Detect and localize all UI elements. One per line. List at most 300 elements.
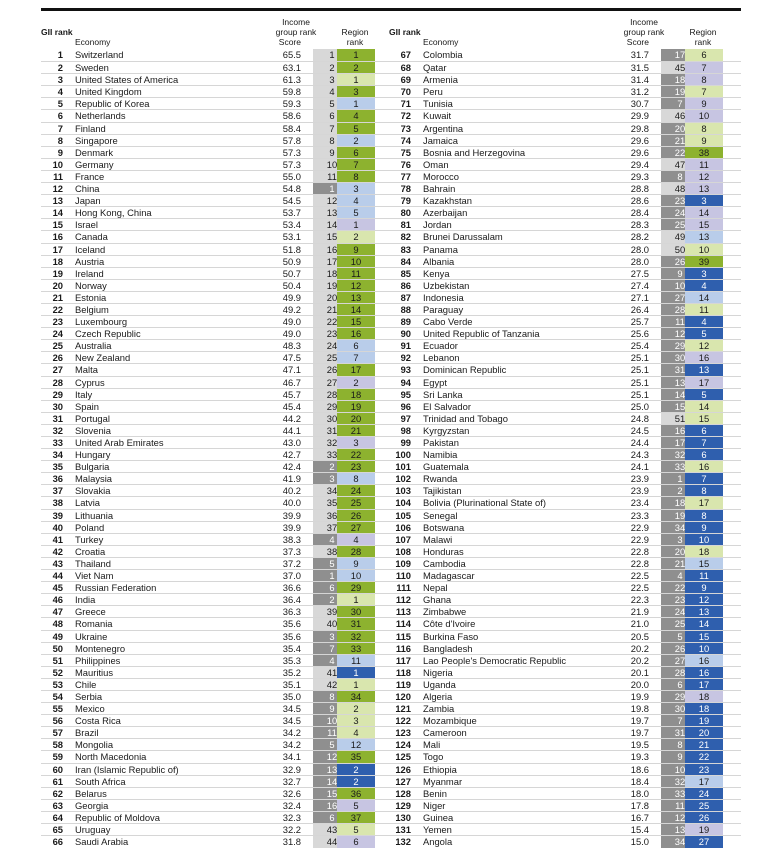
- cell-income-group-rank: 32: [313, 437, 351, 449]
- cell-economy: Spain: [75, 400, 99, 412]
- cell-score: 40.0: [282, 497, 301, 509]
- table-row: [41, 569, 393, 581]
- cell-income-group-rank: 48: [661, 183, 699, 195]
- table-row: [41, 412, 393, 424]
- table-row: [389, 533, 741, 545]
- cell-gii-rank: 91: [400, 340, 411, 352]
- cell-income-group-rank: 20: [313, 292, 351, 304]
- cell-score: 32.4: [282, 799, 301, 811]
- cell-income-group-rank: 15: [313, 231, 351, 243]
- table-row: [41, 436, 393, 448]
- table-row: [41, 327, 393, 339]
- cell-economy: Cambodia: [423, 557, 466, 569]
- cell-economy: Netherlands: [75, 110, 126, 122]
- table-row: [41, 581, 393, 593]
- cell-region-rank: 6: [337, 836, 375, 848]
- cell-economy: Jordan: [423, 219, 452, 231]
- cell-score: 29.9: [630, 110, 649, 122]
- cell-economy: Kuwait: [423, 110, 452, 122]
- cell-income-group-rank: 17: [661, 49, 699, 61]
- table-row: [389, 49, 741, 61]
- table-row: [41, 339, 393, 351]
- cell-gii-rank: 120: [395, 690, 411, 702]
- cell-income-group-rank: 29: [661, 340, 699, 352]
- cell-gii-rank: 31: [52, 412, 63, 424]
- cell-gii-rank: 112: [395, 594, 411, 606]
- table-row: [41, 533, 393, 545]
- cell-gii-rank: 48: [52, 618, 63, 630]
- cell-gii-rank: 22: [52, 303, 63, 315]
- cell-income-group-rank: 46: [661, 110, 699, 122]
- cell-economy: Kyrgyzstan: [423, 424, 470, 436]
- table-row: [389, 605, 741, 617]
- cell-income-group-rank: 5: [661, 631, 699, 643]
- table-header: [389, 11, 741, 49]
- cell-score: 22.9: [630, 521, 649, 533]
- cell-gii-rank: 27: [52, 364, 63, 376]
- cell-income-group-rank: 3: [313, 631, 351, 643]
- cell-income-group-rank: 7: [661, 98, 699, 110]
- cell-region-rank: 16: [685, 461, 723, 473]
- cell-region-rank: 8: [685, 123, 723, 135]
- table-row: [41, 472, 393, 484]
- cell-score: 65.5: [282, 49, 301, 60]
- cell-economy: France: [75, 170, 105, 182]
- table-row: [389, 97, 741, 109]
- cell-region-rank: 5: [685, 328, 723, 340]
- table-row: [389, 146, 741, 158]
- cell-income-group-rank: 20: [661, 546, 699, 558]
- table-row: [41, 654, 393, 666]
- cell-gii-rank: 40: [52, 521, 63, 533]
- cell-economy: El Salvador: [423, 400, 471, 412]
- cell-region-rank: 16: [337, 328, 375, 340]
- cell-score: 49.0: [282, 328, 301, 340]
- cell-income-group-rank: 31: [661, 364, 699, 376]
- cell-gii-rank: 130: [395, 811, 411, 823]
- table-row: [41, 509, 393, 521]
- cell-gii-rank: 58: [52, 739, 63, 751]
- cell-score: 61.3: [282, 74, 301, 86]
- cell-economy: Ghana: [423, 594, 452, 606]
- cell-region-rank: 15: [337, 316, 375, 328]
- header-score: Score: [626, 37, 649, 47]
- cell-income-group-rank: 12: [661, 328, 699, 340]
- cell-score: 29.8: [630, 122, 649, 134]
- table-row: [41, 134, 393, 146]
- header-region-rank: Region rank: [689, 27, 717, 47]
- cell-gii-rank: 61: [52, 775, 63, 787]
- cell-income-group-rank: 14: [313, 219, 351, 231]
- cell-region-rank: 25: [685, 800, 723, 812]
- cell-economy: Costa Rica: [75, 715, 121, 727]
- cell-gii-rank: 24: [52, 328, 63, 340]
- cell-gii-rank: 126: [395, 763, 411, 775]
- cell-economy: Trinidad and Tobago: [423, 412, 508, 424]
- table-row: [41, 267, 393, 279]
- cell-gii-rank: 81: [400, 219, 411, 231]
- cell-gii-rank: 119: [395, 678, 411, 690]
- cell-income-group-rank: 32: [661, 776, 699, 788]
- cell-economy: Benin: [423, 787, 447, 799]
- cell-economy: Jamaica: [423, 134, 458, 146]
- table-row: [389, 279, 741, 291]
- table-row: [389, 763, 741, 775]
- header-economy: Economy: [423, 37, 459, 47]
- table-row: [41, 243, 393, 255]
- cell-region-rank: 7: [337, 352, 375, 364]
- table-row: [41, 170, 393, 182]
- cell-gii-rank: 21: [52, 291, 63, 303]
- cell-gii-rank: 43: [52, 557, 63, 569]
- cell-region-rank: 2: [337, 377, 375, 389]
- cell-income-group-rank: 14: [661, 389, 699, 401]
- table-row: [41, 194, 393, 206]
- cell-gii-rank: 84: [400, 255, 411, 267]
- cell-region-rank: 1: [337, 98, 375, 110]
- cell-economy: New Zealand: [75, 352, 131, 364]
- table-header: [41, 11, 393, 49]
- cell-economy: Madagascar: [423, 570, 475, 582]
- cell-gii-rank: 124: [395, 739, 411, 751]
- cell-economy: Singapore: [75, 134, 118, 146]
- cell-income-group-rank: 47: [661, 159, 699, 171]
- cell-economy: Malaysia: [75, 473, 112, 485]
- cell-income-group-rank: 16: [313, 800, 351, 812]
- cell-income-group-rank: 21: [313, 304, 351, 316]
- cell-region-rank: 3: [337, 437, 375, 449]
- cell-gii-rank: 18: [52, 255, 63, 267]
- table-row: [41, 230, 393, 242]
- cell-gii-rank: 52: [52, 666, 63, 678]
- cell-score: 37.3: [282, 545, 301, 557]
- table-row: [389, 363, 741, 375]
- cell-score: 24.3: [630, 449, 649, 461]
- cell-income-group-rank: 6: [313, 812, 351, 824]
- table-row: [41, 823, 393, 835]
- cell-score: 22.8: [630, 545, 649, 557]
- cell-score: 18.4: [630, 775, 649, 787]
- table-row: [389, 230, 741, 242]
- table-row: [389, 267, 741, 279]
- cell-gii-rank: 20: [52, 279, 63, 291]
- cell-region-rank: 13: [685, 183, 723, 195]
- table-row: [389, 823, 741, 835]
- cell-gii-rank: 103: [395, 485, 411, 497]
- cell-income-group-rank: 25: [661, 219, 699, 231]
- table-row: [389, 750, 741, 762]
- cell-gii-rank: 75: [400, 146, 411, 158]
- cell-score: 28.2: [630, 231, 649, 243]
- cell-gii-rank: 108: [395, 545, 411, 557]
- cell-economy: Saudi Arabia: [75, 836, 129, 848]
- cell-economy: Nepal: [423, 582, 448, 594]
- cell-score: 31.8: [282, 836, 301, 848]
- cell-region-rank: 15: [685, 413, 723, 425]
- cell-region-rank: 4: [337, 534, 375, 546]
- cell-region-rank: 23: [685, 764, 723, 776]
- cell-economy: Republic of Moldova: [75, 811, 160, 823]
- cell-economy: Burkina Faso: [423, 630, 479, 642]
- cell-score: 59.8: [282, 86, 301, 98]
- cell-region-rank: 20: [685, 727, 723, 739]
- cell-income-group-rank: 11: [313, 727, 351, 739]
- cell-score: 34.5: [282, 703, 301, 715]
- cell-score: 41.9: [282, 473, 301, 485]
- cell-income-group-rank: 30: [661, 703, 699, 715]
- table-row: [389, 775, 741, 787]
- cell-score: 49.2: [282, 303, 301, 315]
- cell-economy: Estonia: [75, 291, 107, 303]
- cell-score: 25.1: [630, 352, 649, 364]
- cell-economy: Angola: [423, 836, 453, 848]
- cell-economy: Croatia: [75, 545, 106, 557]
- table-row: [389, 460, 741, 472]
- cell-score: 25.0: [630, 400, 649, 412]
- cell-income-group-rank: 18: [661, 74, 699, 86]
- cell-income-group-rank: 29: [313, 401, 351, 413]
- table-body: [41, 49, 393, 847]
- cell-gii-rank: 121: [395, 703, 411, 715]
- cell-score: 25.4: [630, 340, 649, 352]
- cell-economy: Latvia: [75, 497, 101, 509]
- cell-gii-rank: 87: [400, 291, 411, 303]
- cell-score: 39.9: [282, 521, 301, 533]
- cell-economy: Thailand: [75, 557, 111, 569]
- cell-region-rank: 35: [337, 751, 375, 763]
- cell-economy: Qatar: [423, 62, 447, 74]
- cell-income-group-rank: 14: [313, 776, 351, 788]
- cell-gii-rank: 41: [52, 533, 63, 545]
- table-row: [389, 678, 741, 690]
- cell-region-rank: 7: [685, 473, 723, 485]
- cell-score: 50.9: [282, 255, 301, 267]
- cell-income-group-rank: 19: [661, 510, 699, 522]
- cell-income-group-rank: 7: [313, 643, 351, 655]
- cell-region-rank: 10: [685, 110, 723, 122]
- cell-score: 37.2: [282, 557, 301, 569]
- table-row: [41, 617, 393, 629]
- table-row: [41, 279, 393, 291]
- cell-score: 37.0: [282, 570, 301, 582]
- table-row: [41, 496, 393, 508]
- cell-region-rank: 24: [685, 788, 723, 800]
- cell-economy: Norway: [75, 279, 107, 291]
- cell-economy: Guinea: [423, 811, 454, 823]
- cell-score: 57.8: [282, 134, 301, 146]
- cell-score: 42.7: [282, 449, 301, 461]
- cell-region-rank: 1: [337, 49, 375, 61]
- cell-economy: Cyprus: [75, 376, 105, 388]
- table-row: [41, 400, 393, 412]
- cell-score: 20.2: [630, 654, 649, 666]
- cell-economy: Lao People's Democratic Republic: [423, 654, 567, 666]
- cell-income-group-rank: 29: [661, 691, 699, 703]
- table-row: [389, 630, 741, 642]
- cell-economy: Indonesia: [423, 291, 464, 303]
- cell-gii-rank: 50: [52, 642, 63, 654]
- cell-economy: Cabo Verde: [423, 316, 473, 328]
- table-row: [389, 654, 741, 666]
- table-row: [389, 484, 741, 496]
- cell-gii-rank: 109: [395, 557, 411, 569]
- cell-economy: Austria: [75, 255, 105, 267]
- cell-economy: Algeria: [423, 690, 453, 702]
- cell-score: 28.6: [630, 195, 649, 207]
- cell-region-rank: 14: [685, 618, 723, 630]
- cell-score: 35.4: [282, 642, 301, 654]
- cell-region-rank: 2: [337, 776, 375, 788]
- cell-region-rank: 4: [685, 280, 723, 292]
- cell-income-group-rank: 1: [661, 473, 699, 485]
- cell-score: 29.6: [630, 146, 649, 158]
- cell-gii-rank: 28: [52, 376, 63, 388]
- cell-gii-rank: 80: [400, 207, 411, 219]
- cell-gii-rank: 71: [400, 98, 411, 110]
- cell-gii-rank: 131: [395, 824, 411, 835]
- cell-gii-rank: 132: [395, 836, 411, 848]
- cell-economy: Argentina: [423, 122, 464, 134]
- cell-region-rank: 11: [337, 655, 375, 667]
- cell-score: 29.4: [630, 158, 649, 170]
- cell-income-group-rank: 37: [313, 522, 351, 534]
- cell-region-rank: 11: [685, 159, 723, 171]
- cell-score: 45.7: [282, 388, 301, 400]
- table-row: [389, 315, 741, 327]
- cell-income-group-rank: 31: [313, 425, 351, 437]
- cell-income-group-rank: 39: [313, 606, 351, 618]
- cell-gii-rank: 9: [57, 146, 63, 158]
- cell-region-rank: 15: [685, 631, 723, 643]
- cell-region-rank: 8: [685, 485, 723, 497]
- cell-region-rank: 8: [685, 510, 723, 522]
- cell-region-rank: 17: [685, 776, 723, 788]
- cell-region-rank: 8: [337, 473, 375, 485]
- table-row: [389, 581, 741, 593]
- cell-score: 23.4: [630, 497, 649, 509]
- cell-income-group-rank: 1: [313, 570, 351, 582]
- cell-score: 22.3: [630, 594, 649, 606]
- cell-economy: United States of America: [75, 74, 179, 86]
- table-row: [41, 122, 393, 134]
- cell-gii-rank: 66: [52, 836, 63, 848]
- table-row: [389, 122, 741, 134]
- cell-economy: Bolivia (Plurinational State of): [423, 497, 546, 509]
- cell-region-rank: 3: [685, 195, 723, 207]
- table-row: [389, 811, 741, 823]
- table-row: [389, 726, 741, 738]
- cell-score: 20.2: [630, 642, 649, 654]
- cell-region-rank: 33: [337, 643, 375, 655]
- cell-gii-rank: 118: [395, 666, 411, 678]
- cell-economy: Sweden: [75, 62, 109, 74]
- cell-region-rank: 19: [685, 824, 723, 836]
- cell-score: 25.6: [630, 328, 649, 340]
- cell-region-rank: 4: [337, 195, 375, 207]
- table-row: [41, 448, 393, 460]
- table-row: [41, 73, 393, 85]
- table-row: [389, 303, 741, 315]
- table-row: [41, 666, 393, 678]
- cell-region-rank: 12: [685, 594, 723, 606]
- table-row: [389, 545, 741, 557]
- cell-score: 58.6: [282, 110, 301, 122]
- cell-economy: Botswana: [423, 521, 465, 533]
- cell-income-group-rank: 8: [313, 135, 351, 147]
- cell-economy: Italy: [75, 388, 93, 400]
- cell-score: 36.3: [282, 606, 301, 618]
- cell-region-rank: 13: [685, 364, 723, 376]
- cell-economy: Honduras: [423, 545, 464, 557]
- cell-score: 54.8: [282, 183, 301, 195]
- table-row: [41, 97, 393, 109]
- cell-score: 24.4: [630, 437, 649, 448]
- cell-economy: Philippines: [75, 654, 121, 666]
- cell-region-rank: 26: [337, 510, 375, 522]
- cell-region-rank: 2: [337, 764, 375, 776]
- cell-income-group-rank: 13: [661, 377, 699, 389]
- cell-region-rank: 12: [685, 171, 723, 183]
- cell-economy: Azerbaijan: [423, 207, 468, 219]
- cell-region-rank: 7: [337, 159, 375, 171]
- table-row: [41, 593, 393, 605]
- table-row: [41, 702, 393, 714]
- cell-score: 49.0: [282, 316, 301, 328]
- cell-region-rank: 24: [337, 485, 375, 497]
- cell-economy: Cameroon: [423, 727, 467, 739]
- cell-economy: Mali: [423, 739, 441, 751]
- cell-gii-rank: 111: [396, 582, 411, 594]
- cell-income-group-rank: 9: [661, 268, 699, 280]
- table-row: [389, 496, 741, 508]
- cell-score: 18.0: [630, 787, 649, 799]
- cell-score: 47.5: [282, 352, 301, 364]
- cell-region-rank: 8: [337, 171, 375, 183]
- cell-gii-rank: 1: [57, 49, 63, 60]
- cell-economy: Morocco: [423, 170, 459, 182]
- cell-income-group-rank: 12: [313, 751, 351, 763]
- cell-score: 31.4: [630, 74, 649, 86]
- cell-gii-rank: 96: [400, 400, 411, 412]
- cell-score: 32.7: [282, 775, 301, 787]
- cell-economy: Uganda: [423, 678, 456, 690]
- table-row: [389, 170, 741, 182]
- cell-region-rank: 27: [685, 836, 723, 848]
- cell-income-group-rank: 41: [313, 667, 351, 679]
- cell-gii-rank: 15: [52, 219, 63, 231]
- cell-economy: Canada: [75, 231, 108, 243]
- cell-economy: Sri Lanka: [423, 388, 463, 400]
- cell-economy: Poland: [75, 521, 105, 533]
- cell-score: 29.3: [630, 170, 649, 182]
- cell-economy: Armenia: [423, 74, 458, 86]
- cell-economy: Oman: [423, 158, 449, 170]
- cell-income-group-rank: 3: [661, 534, 699, 546]
- cell-score: 22.9: [630, 533, 649, 545]
- cell-economy: Israel: [75, 219, 98, 231]
- cell-gii-rank: 78: [400, 183, 411, 195]
- cell-score: 15.0: [630, 836, 649, 848]
- table-row: [41, 738, 393, 750]
- cell-income-group-rank: 8: [313, 691, 351, 703]
- cell-economy: North Macedonia: [75, 751, 147, 763]
- cell-gii-rank: 57: [52, 727, 63, 739]
- cell-region-rank: 11: [685, 570, 723, 582]
- cell-score: 25.1: [630, 376, 649, 388]
- cell-economy: Hungary: [75, 449, 111, 461]
- header-income-group-rank: Income group rank: [275, 17, 317, 37]
- cell-gii-rank: 30: [52, 400, 63, 412]
